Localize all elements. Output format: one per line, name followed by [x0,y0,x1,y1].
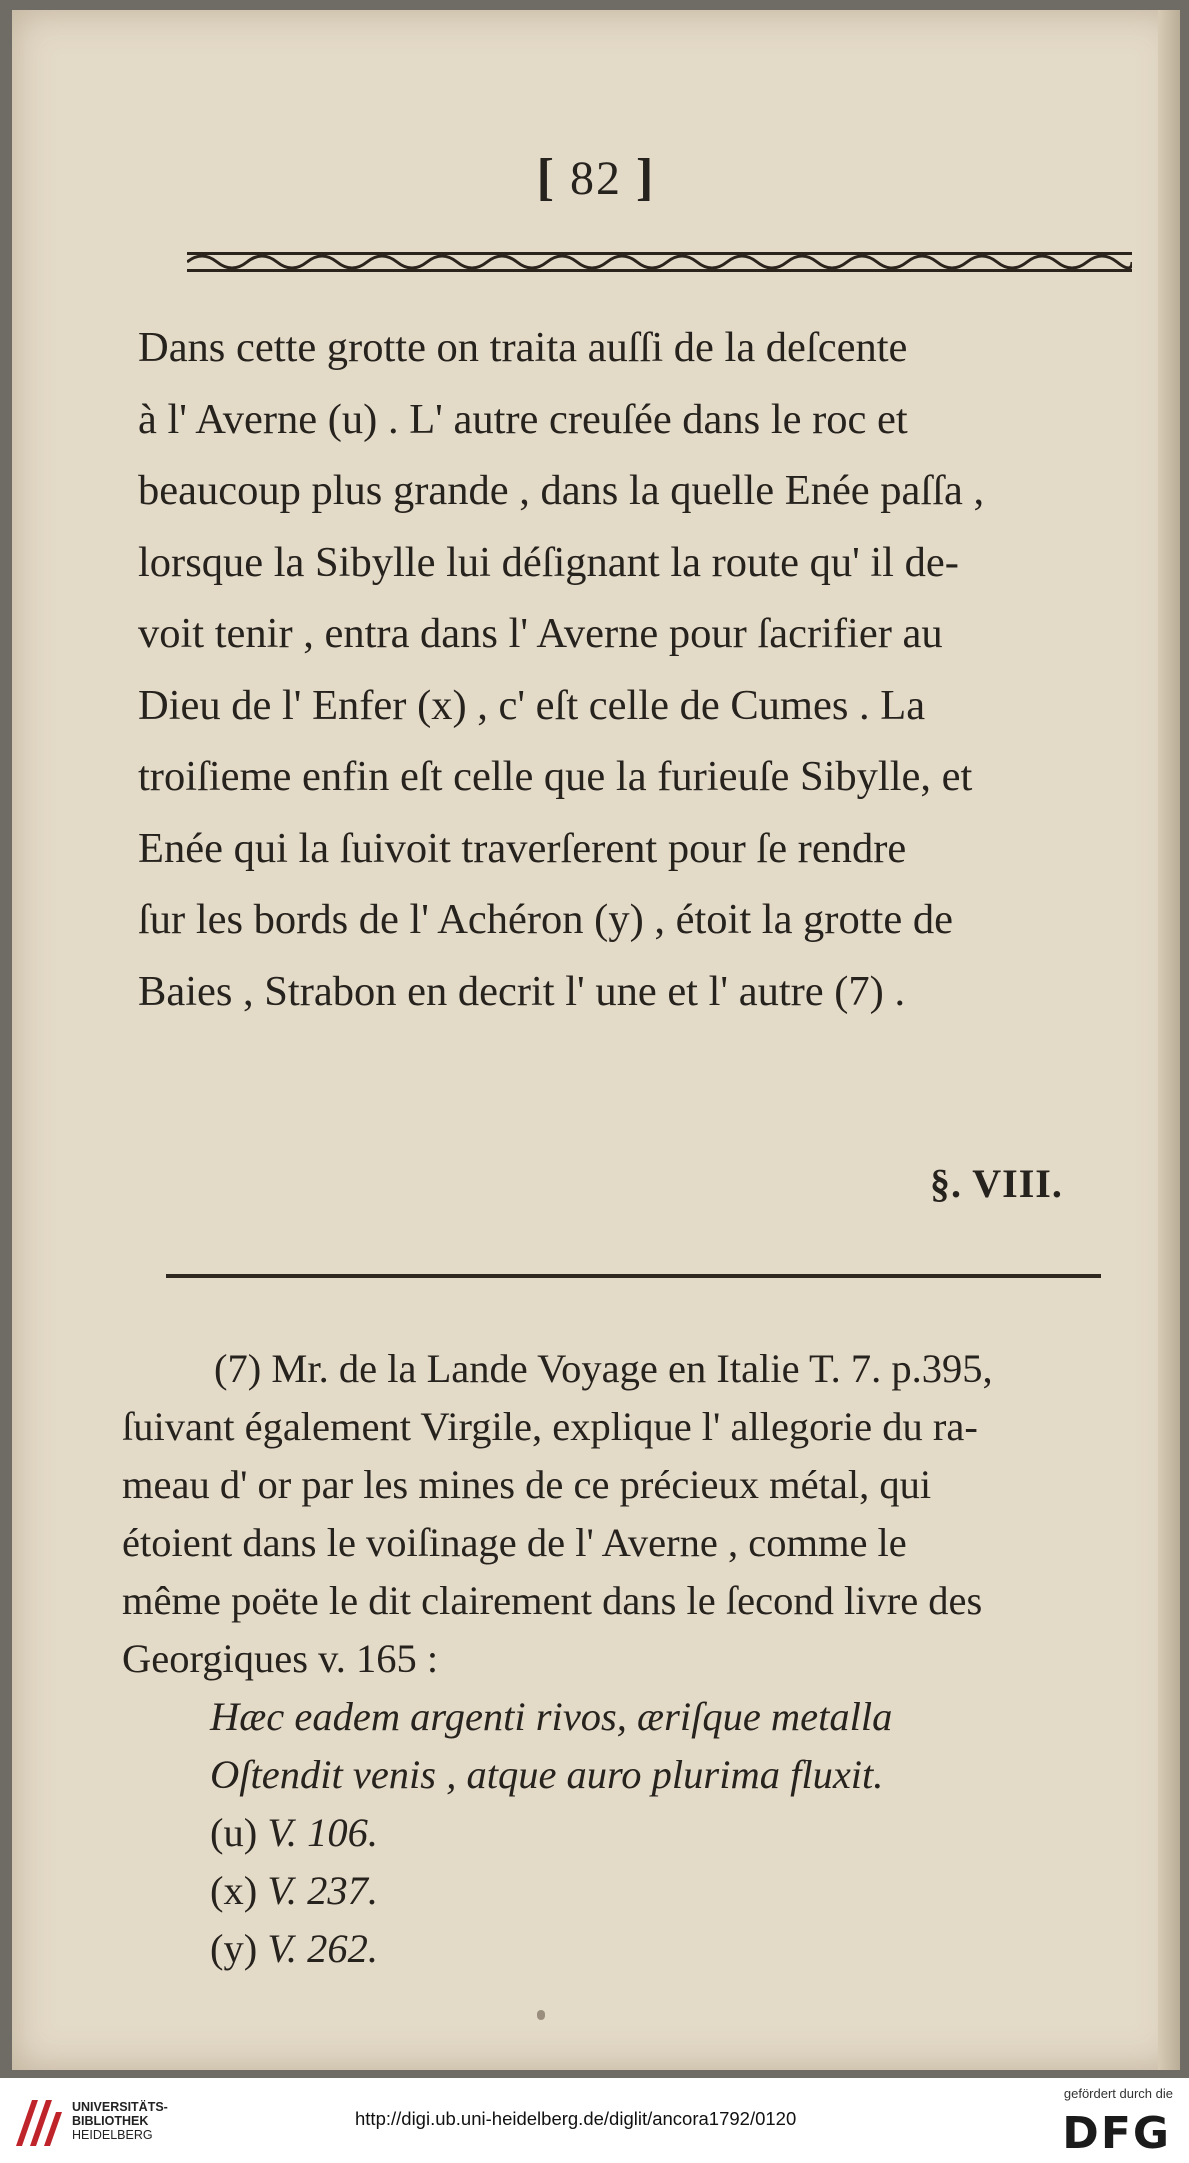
reference-line [122,1862,1137,1920]
viewer-footer [0,2078,1189,2163]
reference-line [122,1920,1137,1978]
reference-cite: V. 262. [267,1926,379,1971]
header-left-bracket: [ [536,149,556,206]
text-line: Enée qui la ſuivoit traverſerent pour ſe rendre [138,824,907,872]
reference-cite: V. 106. [267,1810,379,1855]
reference-mark: (y) [210,1926,258,1971]
library-city: HEIDELBERG [72,2128,153,2142]
header-right-bracket: ] [636,149,656,206]
page-number: 82 [570,152,622,205]
page-edge [1158,10,1180,2070]
footnote [122,1340,1137,1978]
text-line: beaucoup plus grande , dans la quelle Enée paſſa , [138,467,985,514]
verse-line: Hæc eadem argenti rivos, æriſque metalla [210,1694,893,1739]
university-library-logo-icon [12,2094,64,2150]
text-line: troiſieme enfin eſt celle que la furieuſe Sibylle, et [138,753,973,800]
text-line: Baies , Strabon en decrit l' une et l' autre (7) . [138,967,906,1015]
footnote-line: Georgiques v. 165 : [122,1636,439,1681]
text-line: à l' Averne (u) . L' autre creuſée dans le roc et [138,395,908,443]
text-line: Dieu de l' Enfer (x) , c' eſt celle de Cumes . La [138,681,926,729]
sponsor-note: gefördert durch die [1063,2086,1173,2101]
text-line: Dans cette grotte on traita auſſi de la deſcente [138,324,908,371]
footnote-divider [166,1272,1101,1280]
text-line: voit tenir , entra dans l' Averne pour ſacrifier au [138,610,943,657]
reference-mark: (u) [210,1810,258,1855]
ink-spot [537,2010,545,2020]
verse-line: Oſtendit venis , atque auro plurima fluxit. [210,1752,884,1797]
reference-line [122,1804,1137,1862]
text-line: ſur les bords de l' Achéron (y) , étoit la grotte de [138,896,953,943]
page-header [12,148,1180,207]
reference-mark: (x) [210,1868,258,1913]
header-ornament [187,250,1132,274]
permalink-url[interactable]: http://digi.ub.uni-heidelberg.de/diglit/ancora1792/0120 [355,2108,797,2129]
text-line: lorsque la Sibylle lui déſignant la route qu' il de- [138,538,959,586]
library-name [72,2100,168,2142]
section-heading: §. VIII. [930,1161,1063,1206]
footnote-line: meau d' or par les mines de ce précieux métal, qui [122,1462,932,1507]
scanned-page [12,10,1180,2070]
footnote-line: étoient dans le voiſinage de l' Averne , comme le [122,1520,907,1565]
dfg-logo: DFG [1062,2108,1171,2159]
footnote-line: ſuivant également Virgile, explique l' allegorie du ra- [122,1404,978,1449]
footnote-line: (7) Mr. de la Lande Voyage en Italie T. 7. p.395, [214,1346,993,1391]
library-name-line: BIBLIOTHEK [72,2114,149,2128]
main-text [138,312,1144,1027]
library-name-line: UNIVERSITÄTS- [72,2100,168,2114]
reference-cite: V. 237. [267,1868,379,1913]
footnote-line: même poëte le dit clairement dans le ſecond livre des [122,1578,983,1623]
